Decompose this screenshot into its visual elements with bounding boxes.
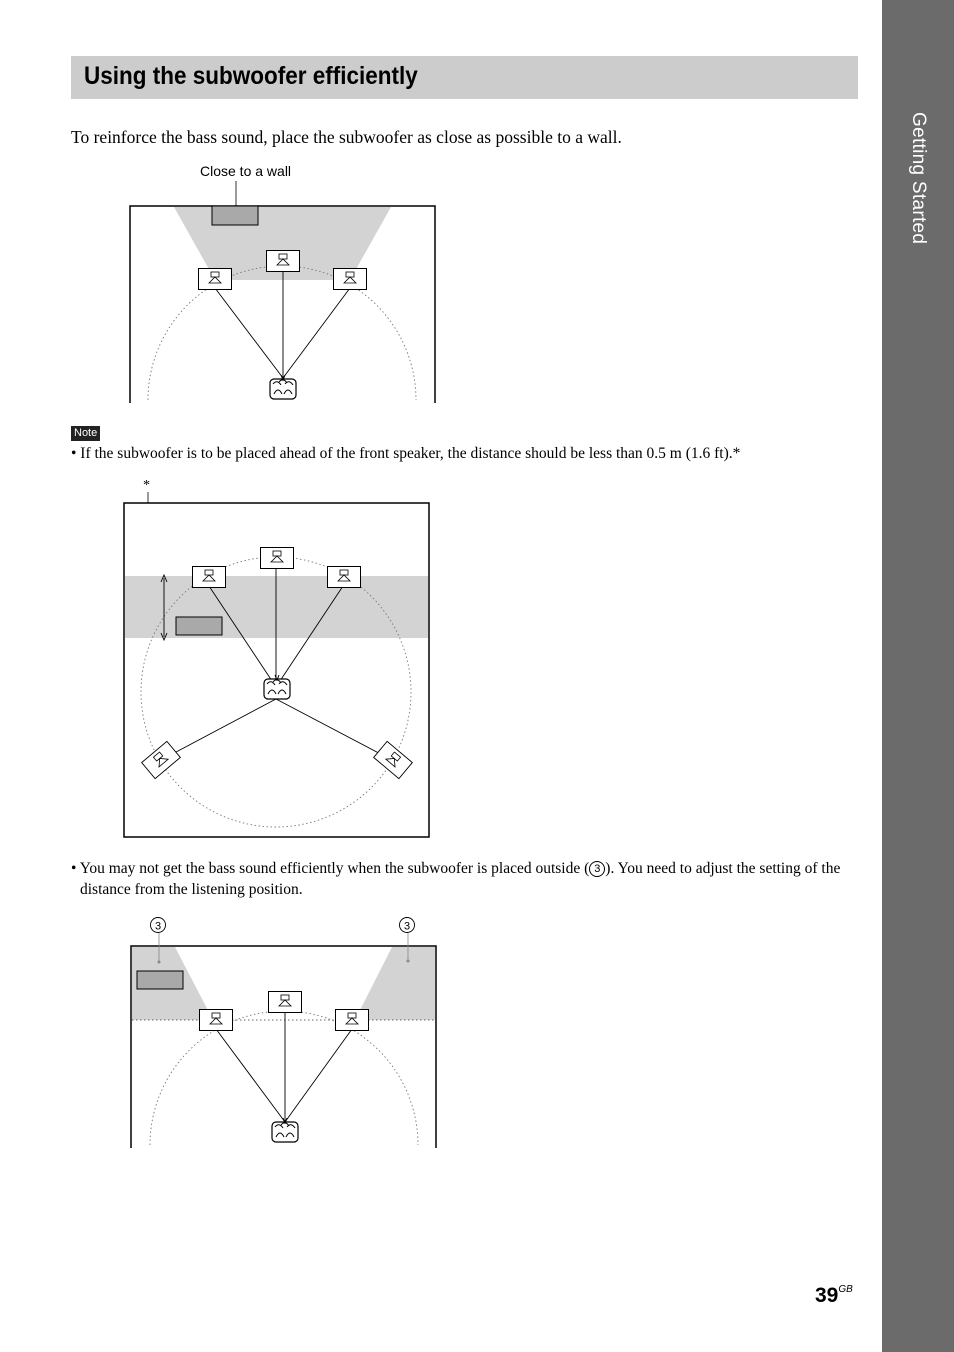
figure1-label: Close to a wall <box>200 163 292 179</box>
listening-position <box>264 675 290 699</box>
subwoofer <box>212 206 258 225</box>
listening-position <box>272 1118 298 1142</box>
page-number-value: 39 <box>815 1284 839 1307</box>
front-left-speaker <box>200 1010 233 1031</box>
front-left-speaker <box>193 567 226 588</box>
outside-marker-right: 3 <box>403 920 411 933</box>
front-right-speaker <box>328 567 361 588</box>
intro-paragraph: To reinforce the bass sound, place the subwoofer as close as possible to a wall. <box>71 127 622 147</box>
circled-number-marker: 3 <box>589 861 605 877</box>
note-bullet-2-text-b: ). You need to adjust the setting of the distance from the listening position. <box>80 860 841 898</box>
section-title: Using the subwoofer efficiently <box>84 62 418 90</box>
figure-placed-outside <box>131 918 436 1149</box>
note-bullet-2-text-a: • You may not get the bass sound efficiently when the subwoofer is placed outside ( <box>71 860 590 877</box>
subwoofer <box>176 617 222 635</box>
outside-marker-left: 3 <box>154 920 162 933</box>
center-speaker <box>267 251 300 272</box>
figure-close-to-wall <box>130 163 435 403</box>
note-bullet-2 <box>71 858 870 900</box>
front-right-speaker <box>336 1010 369 1031</box>
front-right-speaker <box>334 269 367 290</box>
page-number-suffix: GB <box>838 1284 853 1295</box>
center-speaker <box>261 548 294 569</box>
subwoofer <box>137 971 183 989</box>
note-badge: Note <box>71 426 100 441</box>
side-tab-label: Getting Started <box>908 112 929 245</box>
figure-ahead-of-front-speaker <box>124 478 429 837</box>
center-speaker <box>269 992 302 1013</box>
listening-position <box>270 375 296 399</box>
note-bullet-1: • If the subwoofer is to be placed ahead of the front speaker, the distance should be less than 0.5 m (1.6 ft).* <box>71 445 741 462</box>
page-number <box>815 1284 853 1308</box>
figure2-asterisk: * <box>143 478 150 493</box>
front-left-speaker <box>199 269 232 290</box>
